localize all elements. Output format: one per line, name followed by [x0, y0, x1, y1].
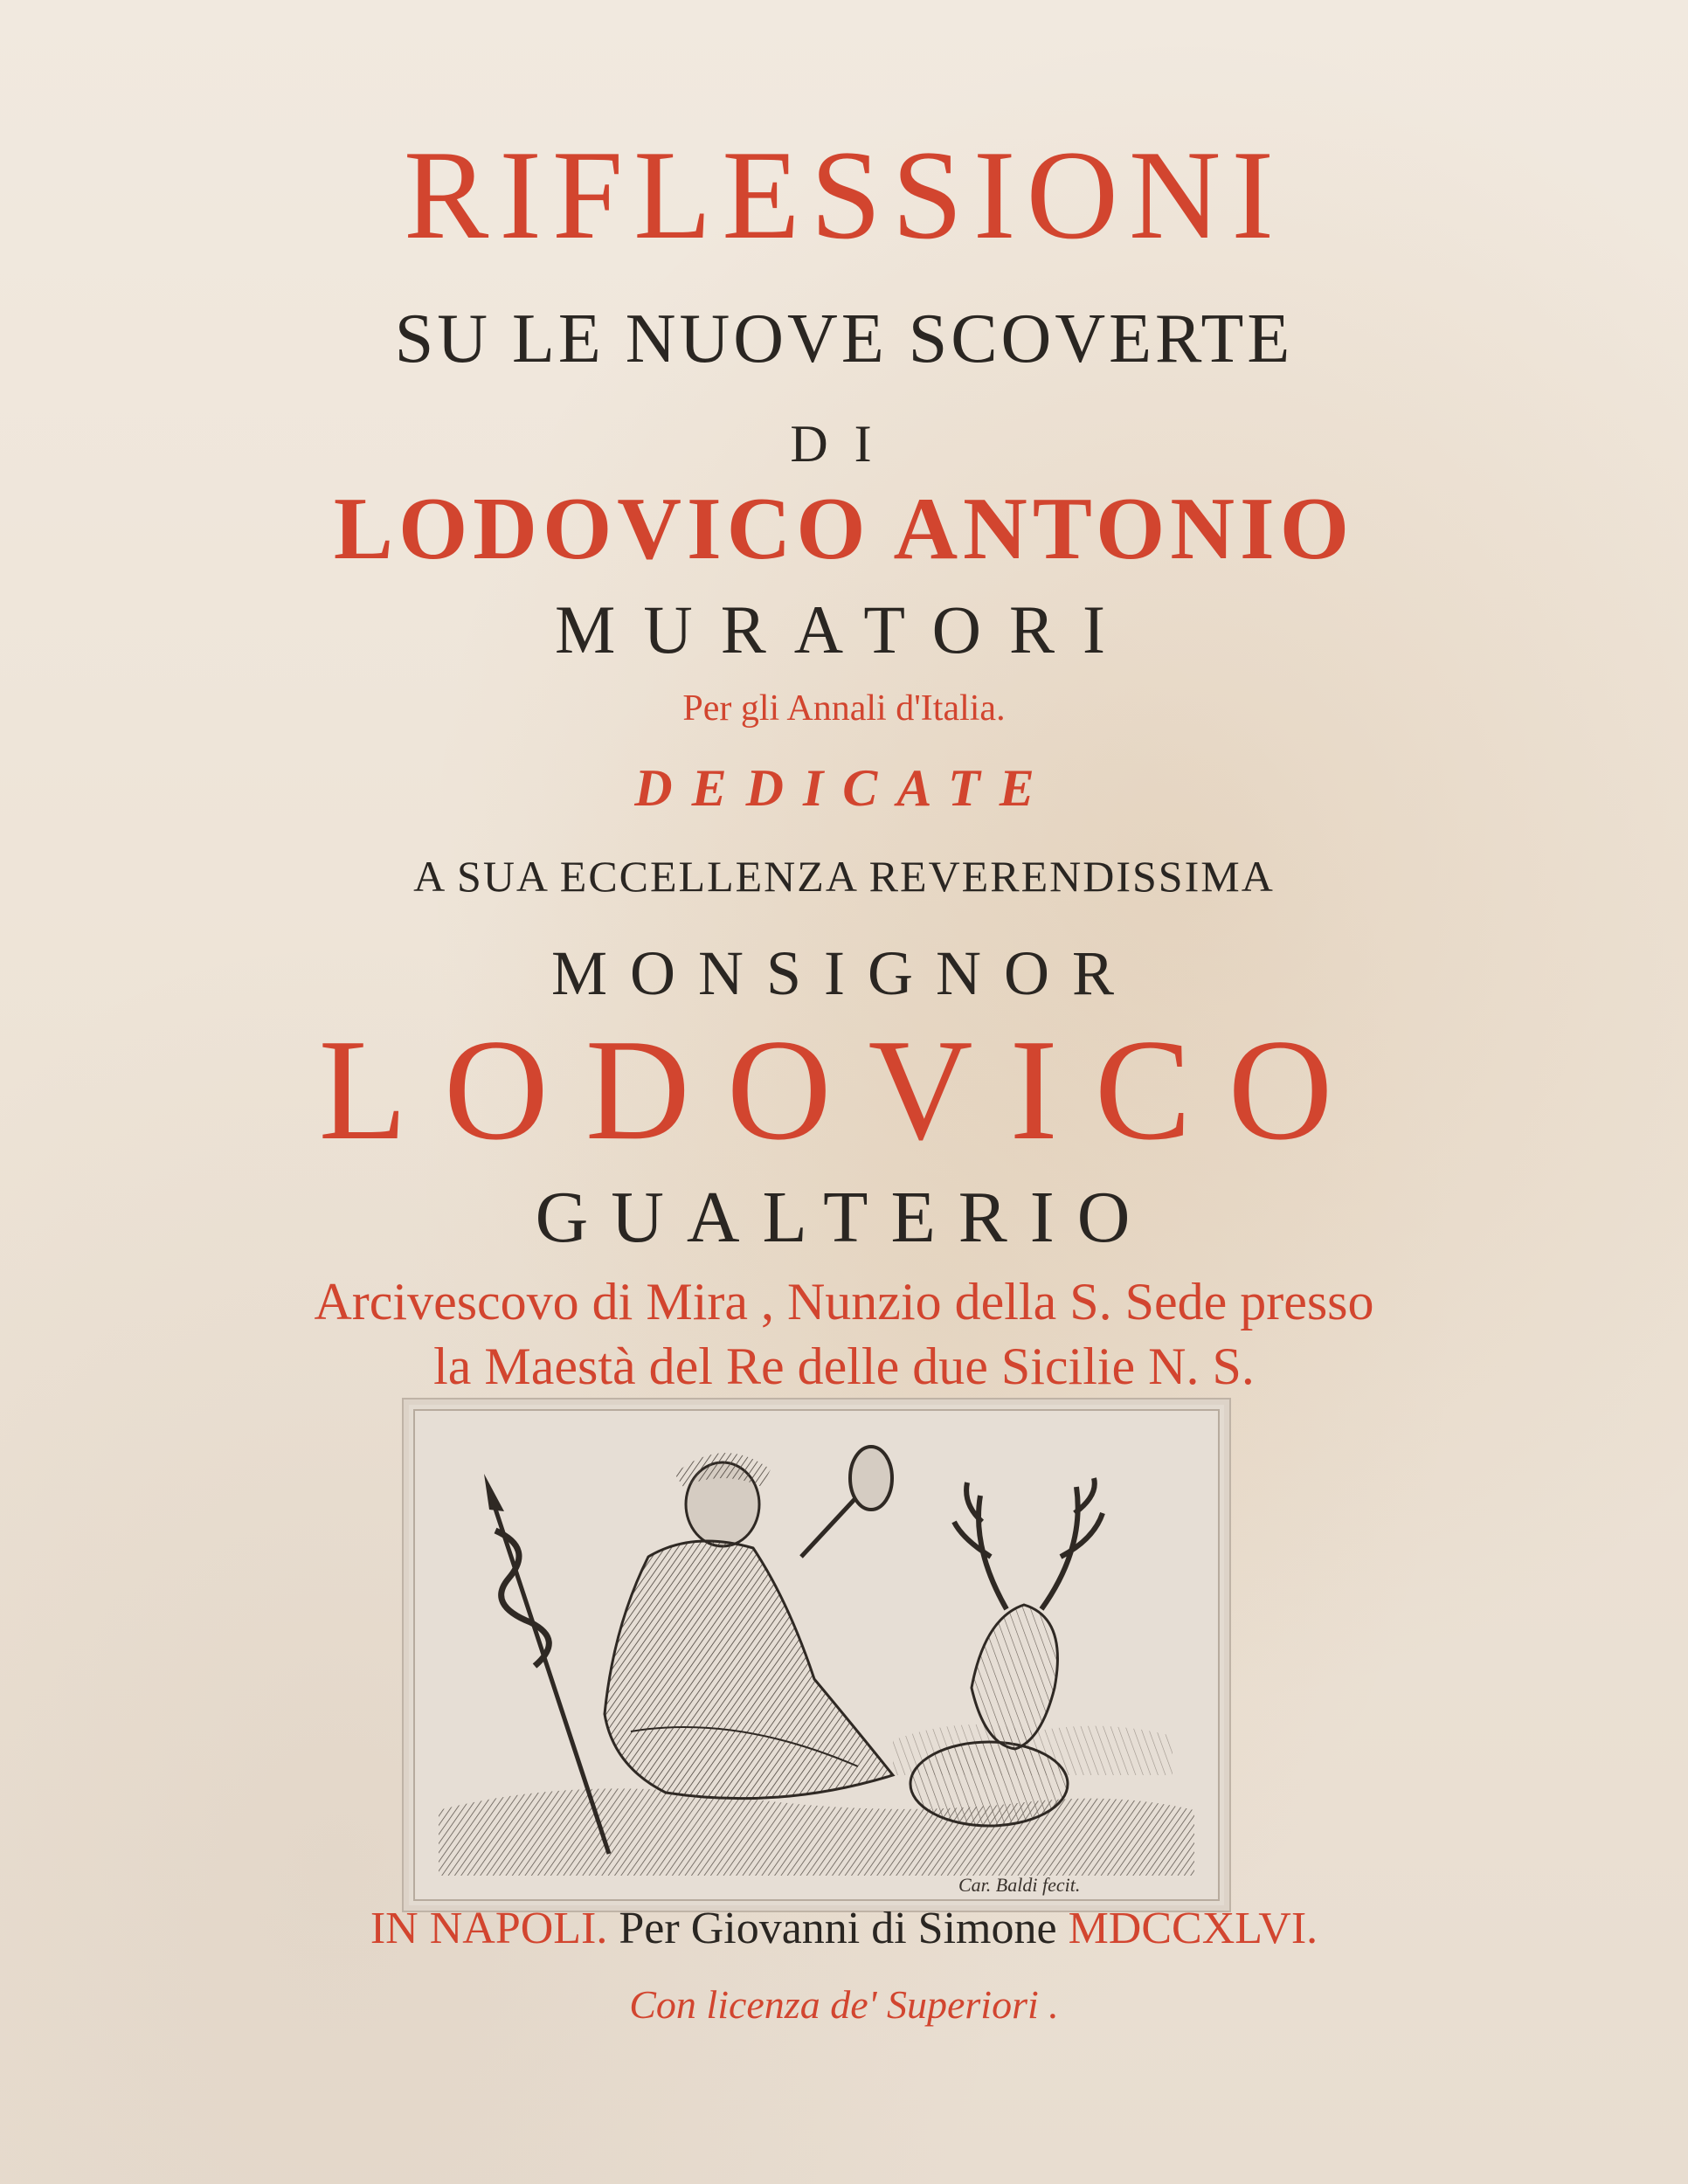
license-line: Con licenza de' Superiori . [629, 1982, 1059, 2027]
engraving-plate [402, 1398, 1231, 1912]
imprint-printer: Per Giovanni di Simone [619, 1904, 1057, 1953]
preposition-di: DI [790, 415, 898, 473]
honorific: MONSIGNOR [550, 938, 1138, 1008]
work-reference: Per gli Annali d'Italia. [682, 688, 1006, 729]
dedicate-heading: DEDICATE [634, 759, 1054, 817]
book-title: RIFLESSIONI [403, 124, 1285, 266]
author-surname: MURATORI [555, 591, 1133, 667]
dedicatee-name: LODOVICO [318, 1009, 1370, 1170]
engraving-illustration [404, 1400, 1229, 1911]
imprint-line [0, 1906, 1688, 1952]
dedicatee-titles-line-2: la Maestà del Re delle due Sicilie N. S. [433, 1337, 1255, 1395]
imprint-place: IN NAPOLI. [370, 1904, 608, 1953]
book-subtitle: SU LE NUOVE SCOVERTE [394, 301, 1294, 377]
dedication-line: A SUA ECCELLENZA REVERENDISSIMA [413, 852, 1275, 901]
author-name: LODOVICO ANTONIO [333, 480, 1355, 578]
dedicatee-surname: GUALTERIO [535, 1177, 1153, 1258]
engraver-signature: Car. Baldi fecit. [958, 1874, 1081, 1896]
imprint-year: MDCCXLVI. [1068, 1904, 1318, 1953]
dedicatee-titles-line-1: Arcivescovo di Mira , Nunzio della S. Sede presso [314, 1273, 1374, 1330]
